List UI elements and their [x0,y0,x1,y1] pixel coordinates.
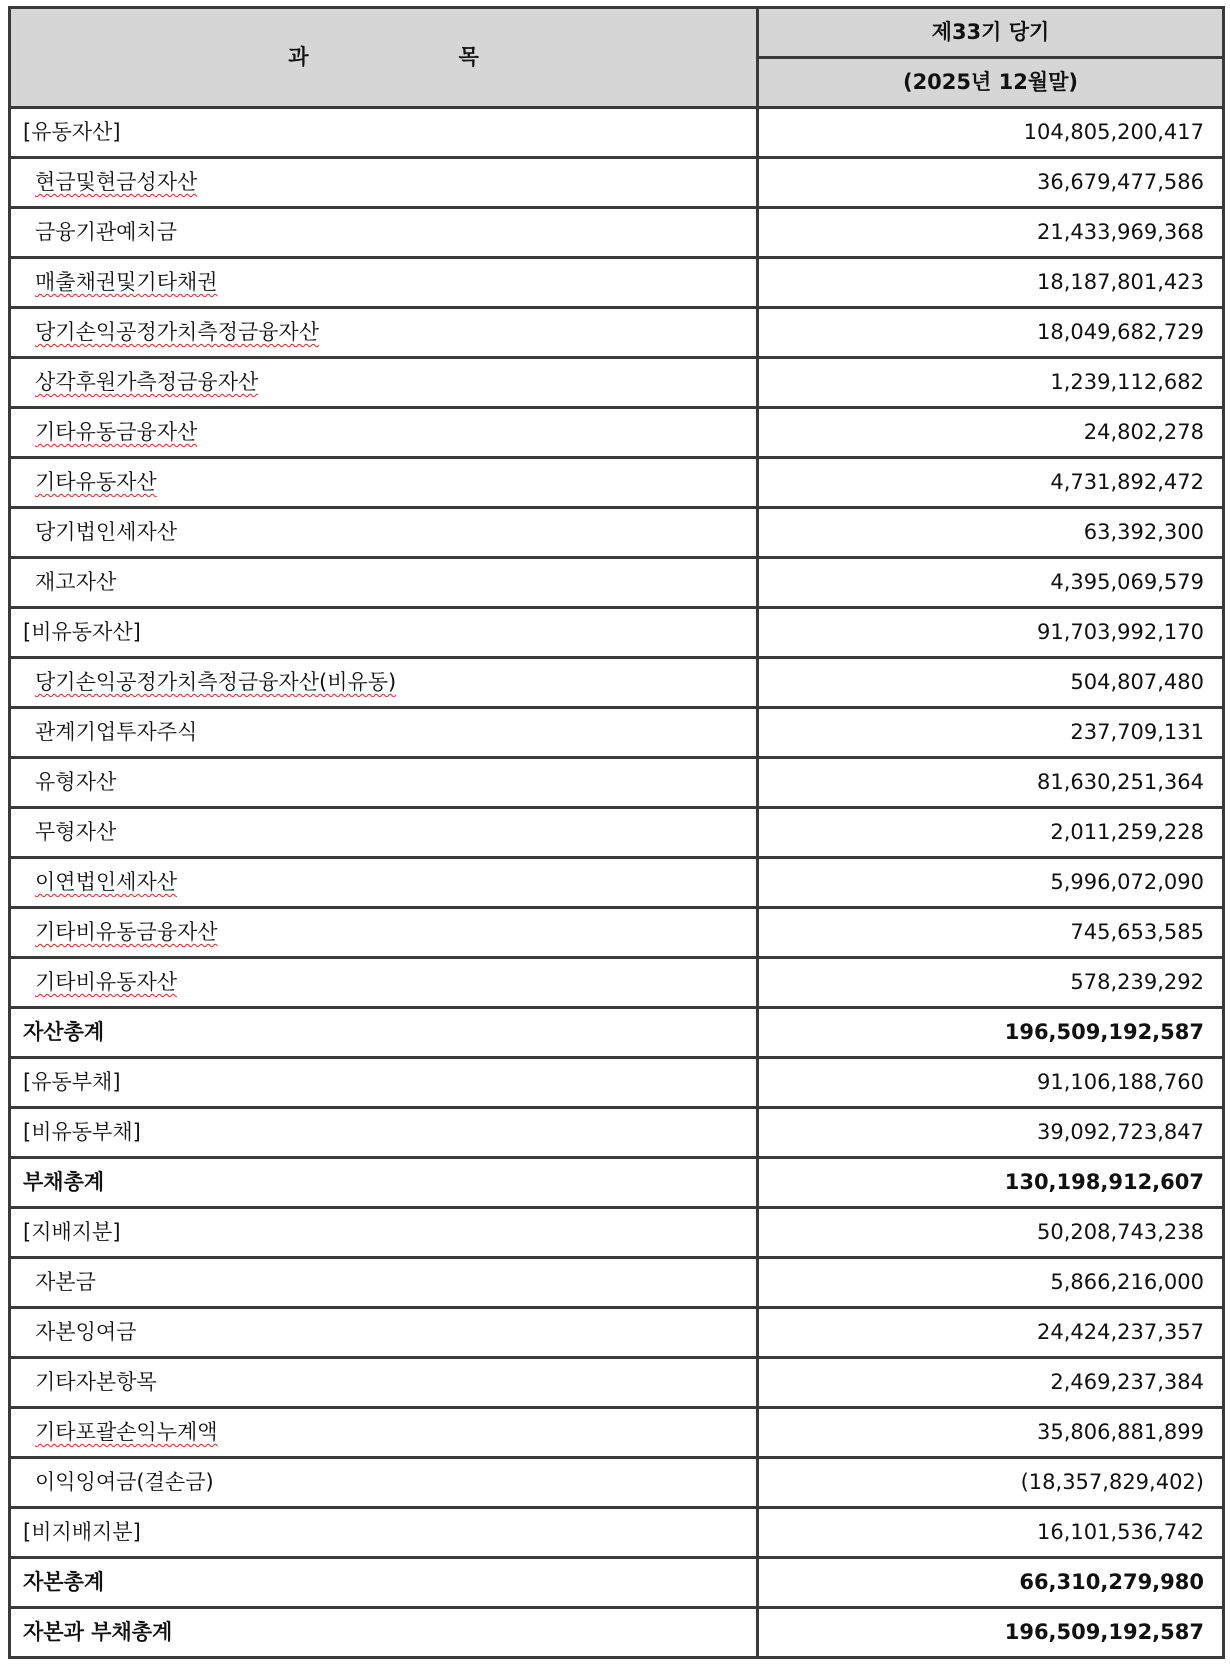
account-label: [지배지분] [23,1220,121,1244]
account-label: 이연법인세자산 [35,870,178,894]
table-row [10,1558,1224,1608]
table-row [10,1058,1224,1108]
account-cell [10,1558,758,1608]
account-cell [10,1258,758,1308]
table-row [10,1158,1224,1208]
amount-cell: 21,433,969,368 [758,208,1224,258]
amount-cell: 1,239,112,682 [758,358,1224,408]
amount-cell: 4,731,892,472 [758,458,1224,508]
table-row [10,358,1224,408]
amount-cell: 5,866,216,000 [758,1258,1224,1308]
amount-cell: 130,198,912,607 [758,1158,1224,1208]
balance-sheet-table [8,6,1225,1659]
account-label: 재고자산 [35,570,117,594]
account-cell [10,1058,758,1108]
table-row [10,158,1224,208]
account-cell [10,658,758,708]
account-cell [10,558,758,608]
header-date: (2025년 12월말) [758,58,1224,108]
account-label: 관계기업투자주식 [35,720,198,744]
account-cell [10,958,758,1008]
account-label: 자본총계 [23,1570,105,1594]
table-row [10,658,1224,708]
amount-cell: 35,806,881,899 [758,1408,1224,1458]
amount-cell: 39,092,723,847 [758,1108,1224,1158]
amount-cell: 104,805,200,417 [758,108,1224,158]
account-label: 기타유동금융자산 [35,420,198,444]
account-label: 기타비유동금융자산 [35,920,218,944]
account-cell [10,1158,758,1208]
account-cell [10,1358,758,1408]
amount-cell: 63,392,300 [758,508,1224,558]
table-row [10,808,1224,858]
table-row [10,1258,1224,1308]
amount-cell: 5,996,072,090 [758,858,1224,908]
table-row [10,1358,1224,1408]
account-label: 자본잉여금 [35,1320,137,1344]
account-label: 무형자산 [35,820,117,844]
account-label: 당기손익공정가치측정금융자산(비유동) [35,670,397,694]
account-label: 자산총계 [23,1020,105,1044]
account-cell [10,908,758,958]
account-label: 유형자산 [35,770,117,794]
amount-cell: 237,709,131 [758,708,1224,758]
account-label: 매출채권및기타채권 [35,270,218,294]
account-label: 기타유동자산 [35,470,157,494]
account-cell [10,1458,758,1508]
table-row [10,908,1224,958]
table-row [10,458,1224,508]
table-row [10,558,1224,608]
account-label: 자본금 [35,1270,96,1294]
account-cell [10,858,758,908]
account-cell [10,408,758,458]
amount-cell: 196,509,192,587 [758,1008,1224,1058]
table-row [10,708,1224,758]
account-cell [10,1308,758,1358]
account-cell [10,708,758,758]
balance-sheet [8,6,1222,1659]
account-label: 상각후원가측정금융자산 [35,370,259,394]
table-row [10,1408,1224,1458]
account-label: 금융기관예치금 [35,220,178,244]
account-label: 이익잉여금(결손금) [35,1470,214,1494]
amount-cell: (18,357,829,402) [758,1458,1224,1508]
amount-cell: 745,653,585 [758,908,1224,958]
account-label: [비유동자산] [23,620,141,644]
table-row [10,1608,1224,1658]
account-cell [10,1508,758,1558]
header-subject-right: 목 [458,45,479,69]
table-body [10,108,1224,1658]
amount-cell: 81,630,251,364 [758,758,1224,808]
table-row [10,1108,1224,1158]
account-label: [비유동부채] [23,1120,141,1144]
table-row [10,1308,1224,1358]
account-cell [10,508,758,558]
amount-cell: 91,106,188,760 [758,1058,1224,1108]
account-cell [10,158,758,208]
amount-cell: 18,049,682,729 [758,308,1224,358]
table-header [10,8,1224,108]
table-row [10,308,1224,358]
table-row [10,108,1224,158]
table-row [10,258,1224,308]
account-label: [비지배지분] [23,1520,141,1544]
amount-cell: 196,509,192,587 [758,1608,1224,1658]
table-row [10,1008,1224,1058]
amount-cell: 2,011,259,228 [758,808,1224,858]
table-row [10,208,1224,258]
amount-cell: 50,208,743,238 [758,1208,1224,1258]
account-cell [10,1408,758,1458]
table-row [10,508,1224,558]
amount-cell: 504,807,480 [758,658,1224,708]
table-row [10,858,1224,908]
table-row [10,1208,1224,1258]
amount-cell: 66,310,279,980 [758,1558,1224,1608]
account-cell [10,1608,758,1658]
account-label: 기타자본항목 [35,1370,157,1394]
amount-cell: 18,187,801,423 [758,258,1224,308]
amount-cell: 24,424,237,357 [758,1308,1224,1358]
account-label: 당기손익공정가치측정금융자산 [35,320,320,344]
account-cell [10,608,758,658]
header-subject [10,8,758,108]
amount-cell: 24,802,278 [758,408,1224,458]
account-cell [10,1208,758,1258]
account-cell [10,808,758,858]
account-cell [10,208,758,258]
account-label: 기타포괄손익누계액 [35,1420,218,1444]
account-label: 부채총계 [23,1170,105,1194]
table-row [10,408,1224,458]
amount-cell: 2,469,237,384 [758,1358,1224,1408]
account-cell [10,1108,758,1158]
amount-cell: 16,101,536,742 [758,1508,1224,1558]
account-cell [10,758,758,808]
amount-cell: 578,239,292 [758,958,1224,1008]
table-row [10,1458,1224,1508]
table-row [10,608,1224,658]
account-cell [10,358,758,408]
account-cell [10,108,758,158]
account-cell [10,1008,758,1058]
table-row [10,1508,1224,1558]
account-cell [10,258,758,308]
table-row [10,758,1224,808]
account-label: 현금및현금성자산 [35,170,198,194]
amount-cell: 4,395,069,579 [758,558,1224,608]
account-label: 기타비유동자산 [35,970,178,994]
table-row [10,958,1224,1008]
account-cell [10,458,758,508]
header-subject-left: 과 [288,45,309,69]
header-period: 제33기 당기 [758,8,1224,58]
account-cell [10,308,758,358]
amount-cell: 91,703,992,170 [758,608,1224,658]
account-label: [유동자산] [23,120,121,144]
amount-cell: 36,679,477,586 [758,158,1224,208]
account-label: [유동부채] [23,1070,121,1094]
account-label: 자본과 부채총계 [23,1620,173,1644]
account-label: 당기법인세자산 [35,520,178,544]
